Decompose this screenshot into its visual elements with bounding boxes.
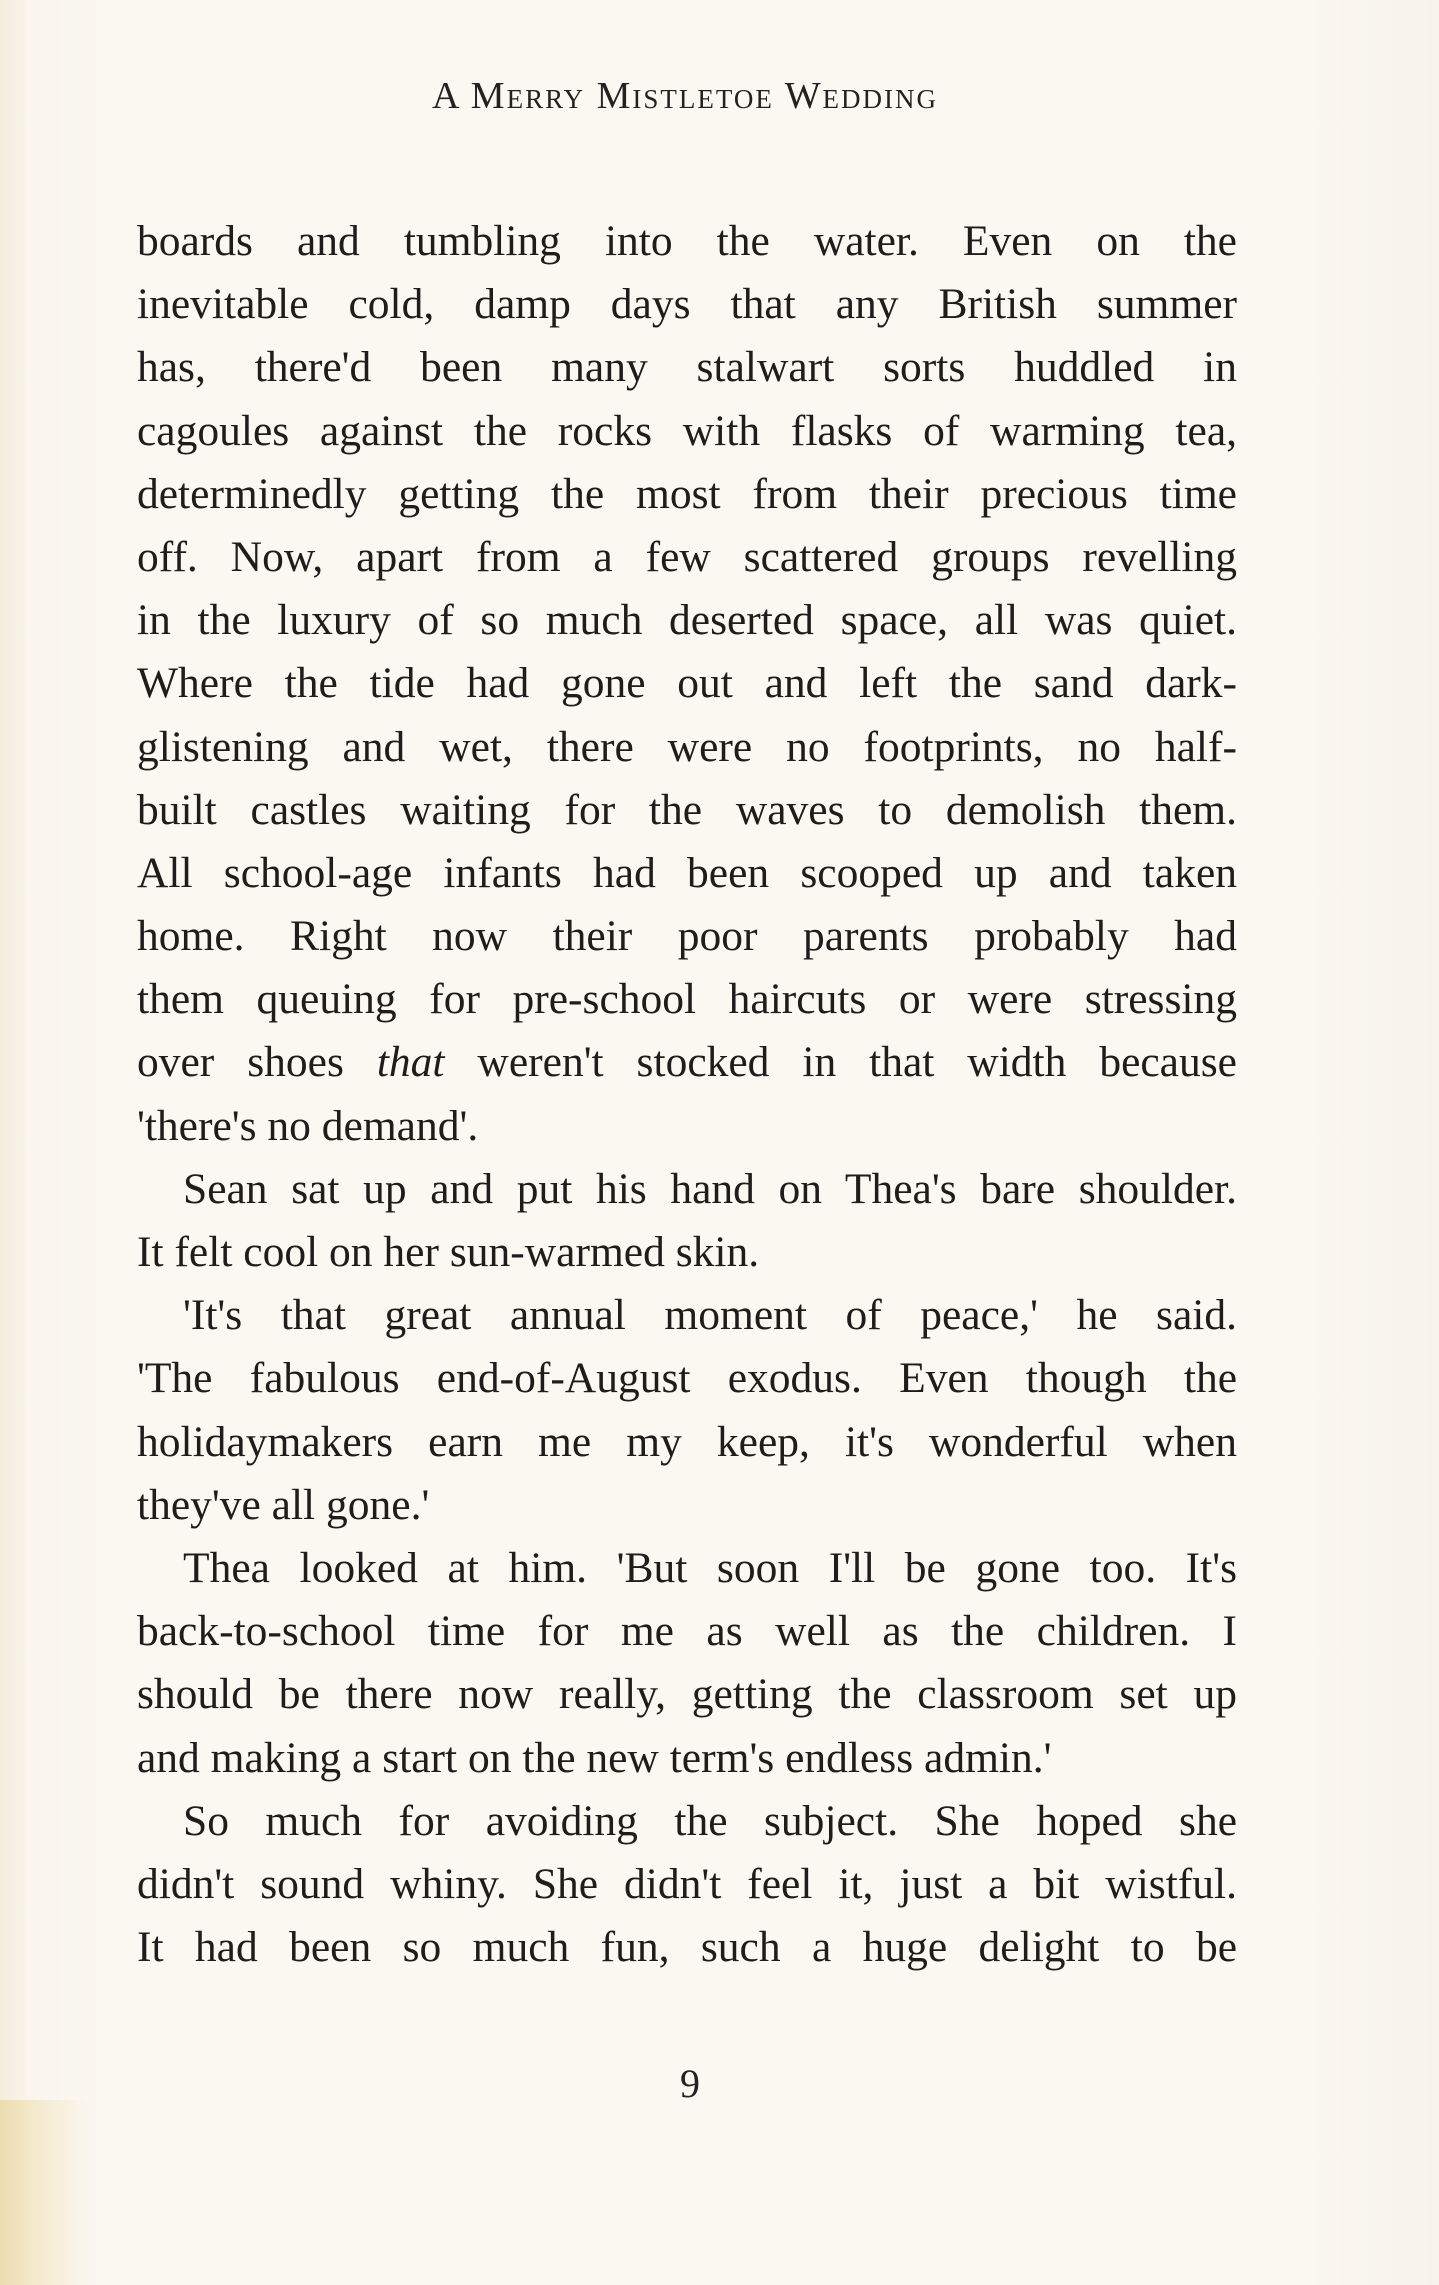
text-line: 'there's no demand'.	[137, 1101, 479, 1150]
text-line: holidaymakers earn me my keep, it's wonderful when	[137, 1417, 1237, 1466]
text-line: off. Now, apart from a few scattered groups revelling	[137, 532, 1237, 581]
text-line: in the luxury of so much deserted space, all was quiet.	[137, 596, 1237, 645]
page-number: 9	[680, 2061, 700, 2106]
text-line: boards and tumbling into the water. Even on the	[137, 217, 1237, 265]
page-edge-shading	[0, 2100, 90, 2285]
text-line: Sean sat up and put his hand on Thea's bare shoulder.	[183, 1164, 1237, 1213]
text-line: Where the tide had gone out and left the sand dark-	[137, 659, 1237, 708]
text-line: 'It's that great annual moment of peace,' he said.	[183, 1291, 1237, 1340]
text-line: they've all gone.'	[137, 1480, 430, 1529]
text-line: It felt cool on her sun-warmed skin.	[137, 1228, 760, 1276]
text-line: So much for avoiding the subject. She hoped she	[183, 1796, 1237, 1845]
text-line: didn't sound whiny. She didn't feel it, just a bit wistful.	[137, 1859, 1237, 1908]
text-line: has, there'd been many stalwart sorts huddled in	[137, 343, 1237, 392]
text-line: home. Right now their poor parents probably had	[137, 912, 1237, 961]
text-line: determinedly getting the most from their precious time	[137, 469, 1237, 518]
text-line: over shoes that weren't stocked in that width because	[137, 1038, 1237, 1087]
running-head: A Merry Mistletoe Wedding	[431, 75, 939, 117]
text-line: inevitable cold, damp days that any British summer	[137, 280, 1237, 329]
text-line: glistening and wet, there were no footprints, no half-	[137, 722, 1237, 771]
text-line: cagoules against the rocks with flasks of warming tea,	[137, 406, 1237, 455]
text-line: built castles waiting for the waves to demolish them.	[137, 785, 1237, 834]
text-line: back-to-school time for me as well as the children. I	[137, 1607, 1237, 1656]
text-line: Thea looked at him. 'But soon I'll be gone too. It's	[183, 1543, 1237, 1592]
text-line: should be there now really, getting the classroom set up	[137, 1670, 1237, 1719]
text-line: 'The fabulous end-of-August exodus. Even though the	[137, 1354, 1237, 1403]
text-line: and making a start on the new term's endless admin.'	[137, 1733, 1052, 1782]
text-line: them queuing for pre-school haircuts or were stressing	[137, 975, 1237, 1024]
text-line: It had been so much fun, such a huge delight to be	[137, 1923, 1237, 1972]
body-text	[137, 210, 1237, 1979]
text-line: All school-age infants had been scooped up and taken	[137, 848, 1237, 897]
